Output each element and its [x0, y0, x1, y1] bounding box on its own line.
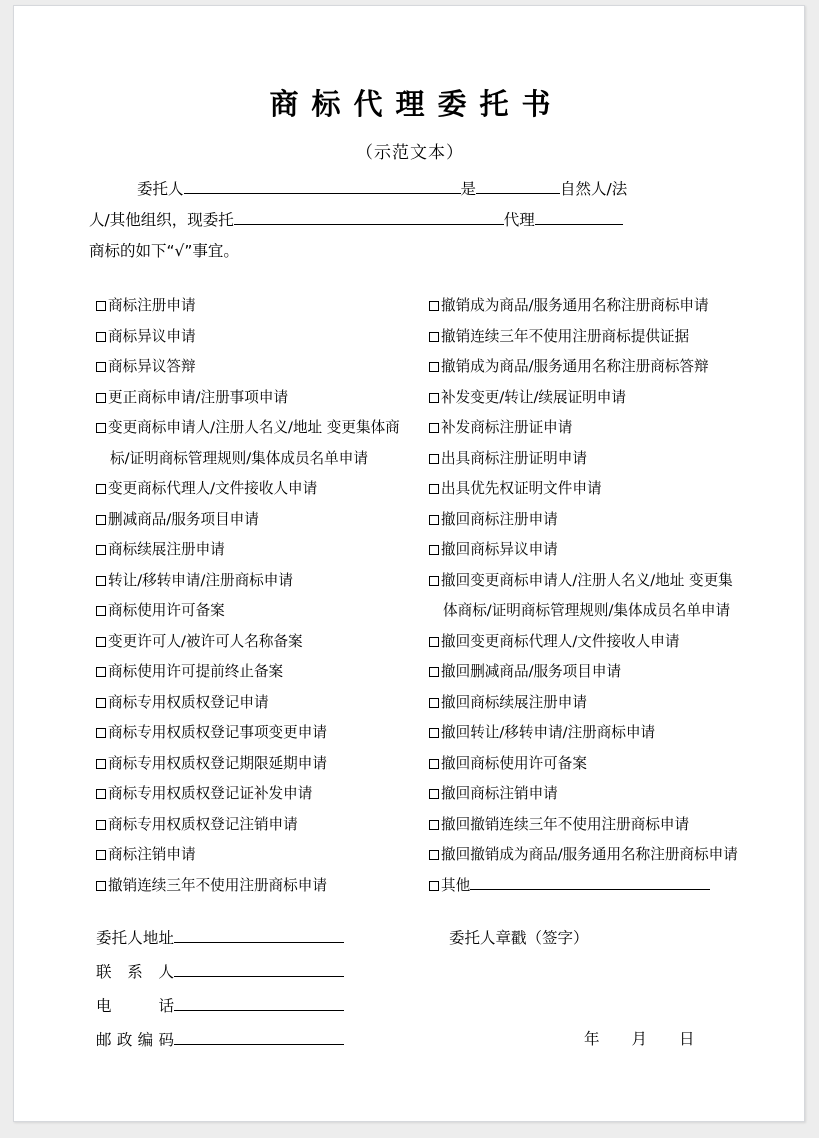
checkbox-item[interactable]: [429, 322, 759, 353]
checkbox-item-label: 变更商标申请人/注册人名义/地址 变更集体商: [108, 419, 400, 436]
checkbox-item-label: 商标使用许可提前终止备案: [108, 663, 284, 680]
checkbox-item[interactable]: [96, 718, 426, 749]
checkbox-item-continuation: [429, 596, 759, 627]
checkbox-item-label: 撤回变更商标代理人/文件接收人申请: [441, 632, 680, 650]
date-month-label: 月: [631, 1030, 650, 1048]
checkbox-item[interactable]: [429, 749, 759, 780]
checkbox-item-label: 商标专用权质权登记事项变更申请: [108, 724, 327, 741]
checkbox-item[interactable]: [96, 352, 426, 383]
checkbox-item[interactable]: [429, 413, 759, 444]
seal-label: 委托人章戳（签字）: [449, 929, 589, 947]
page-title: 商标代理委托书: [269, 87, 564, 121]
checkbox-square-icon[interactable]: [96, 576, 106, 586]
checkbox-item[interactable]: [429, 566, 759, 597]
phone-blank[interactable]: [174, 995, 344, 1011]
checkbox-item-label: 补发变更/转让/续展证明申请: [441, 388, 626, 406]
checkbox-item[interactable]: [429, 352, 759, 383]
checkbox-item-label: 出具商标注册证明申请: [441, 449, 587, 467]
checkbox-item-label: 撤回撤销连续三年不使用注册商标申请: [441, 815, 690, 833]
checkbox-item[interactable]: [96, 535, 426, 566]
checkbox-item-label: 撤回转让/移转申请/注册商标申请: [441, 724, 656, 741]
checkbox-square-icon[interactable]: [429, 545, 439, 555]
checkbox-item-label: 商标续展注册申请: [108, 541, 225, 558]
other-text-blank[interactable]: [470, 875, 710, 890]
checkbox-square-icon[interactable]: [429, 393, 439, 403]
checkbox-item-label: 撤回商标续展注册申请: [441, 693, 587, 711]
agent-name-blank[interactable]: [234, 209, 504, 225]
checkbox-square-icon[interactable]: [429, 698, 439, 708]
principal-name-blank[interactable]: [184, 178, 461, 194]
checkbox-item-label: 商标专用权质权登记证补发申请: [108, 785, 313, 802]
address-blank[interactable]: [174, 927, 344, 943]
checkbox-item-label: 变更商标代理人/文件接收人申请: [108, 480, 318, 497]
checkbox-square-icon[interactable]: [429, 332, 439, 342]
checkbox-square-icon[interactable]: [96, 423, 106, 433]
checkbox-item[interactable]: [429, 810, 759, 841]
document-content: [14, 6, 806, 1123]
checkbox-item[interactable]: [429, 718, 759, 749]
footer-row-contact: [96, 960, 344, 982]
date-line: [584, 1027, 697, 1049]
checkbox-square-icon[interactable]: [429, 820, 439, 830]
checkbox-item-continuation-label: 标/证明商标管理规则/集体成员名单申请: [110, 449, 368, 467]
checkbox-item-label: 商标专用权质权登记申请: [108, 693, 269, 711]
checkbox-item-label: 撤回商标异议申请: [441, 541, 558, 558]
checkbox-item-continuation-label: 体商标/证明商标管理规则/集体成员名单申请: [443, 602, 731, 619]
footer-row-phone: [96, 994, 344, 1016]
checkbox-item-label: 商标注销申请: [108, 846, 196, 863]
intro-line-3: 商标的如下“√”事宜。: [89, 242, 239, 260]
checkbox-item-label: 出具优先权证明文件申请: [441, 480, 602, 497]
checkbox-square-icon[interactable]: [429, 759, 439, 769]
checkbox-item-label: 转让/移转申请/注册商标申请: [108, 571, 293, 589]
checkbox-square-icon[interactable]: [429, 576, 439, 586]
checkbox-square-icon[interactable]: [429, 881, 439, 891]
checkbox-item-label: 商标异议答辩: [108, 358, 196, 375]
checkbox-item-label: 商标使用许可备案: [108, 602, 225, 619]
checkbox-square-icon[interactable]: [96, 332, 106, 342]
postcode-label: 邮政编码: [96, 1031, 174, 1049]
address-label: 委托人地址: [96, 929, 174, 947]
checkbox-item[interactable]: [96, 779, 426, 810]
checkbox-square-icon[interactable]: [96, 484, 106, 494]
checkbox-square-icon[interactable]: [429, 667, 439, 677]
checkbox-square-icon[interactable]: [96, 698, 106, 708]
document-page: [13, 5, 805, 1122]
checkbox-column-right: [429, 291, 759, 901]
checkbox-item[interactable]: [96, 383, 426, 414]
checkbox-square-icon[interactable]: [429, 637, 439, 647]
checkbox-square-icon[interactable]: [96, 362, 106, 372]
checkbox-item-label: 商标注册申请: [108, 297, 196, 314]
date-day-label: 日: [679, 1030, 697, 1048]
trademark-blank[interactable]: [535, 209, 623, 225]
checkbox-square-icon[interactable]: [96, 545, 106, 555]
checkbox-column-left: [96, 291, 426, 901]
principal-country-blank[interactable]: [476, 178, 560, 194]
checkbox-square-icon[interactable]: [429, 850, 439, 860]
date-year-label: 年: [584, 1030, 602, 1048]
checkbox-square-icon[interactable]: [429, 423, 439, 433]
checkbox-item-label: 撤回变更商标申请人/注册人名义/地址 变更集: [441, 571, 733, 589]
checkbox-item-continuation: [96, 444, 426, 475]
checkbox-item[interactable]: [96, 627, 426, 658]
checkbox-square-icon[interactable]: [429, 484, 439, 494]
phone-label: 电话: [96, 997, 174, 1015]
checkbox-item[interactable]: [96, 810, 426, 841]
checkbox-square-icon[interactable]: [429, 454, 439, 464]
checkbox-item[interactable]: [96, 413, 426, 444]
checkbox-square-icon[interactable]: [96, 301, 106, 311]
principal-label: 委托人: [137, 180, 184, 198]
checkbox-item[interactable]: [429, 657, 759, 688]
checkbox-item[interactable]: [429, 291, 759, 322]
checkbox-item[interactable]: [429, 627, 759, 658]
checkbox-item[interactable]: [96, 657, 426, 688]
checkbox-item[interactable]: [429, 535, 759, 566]
checkbox-item[interactable]: [96, 505, 426, 536]
checkbox-item[interactable]: [96, 322, 426, 353]
checkbox-item-label: 商标专用权质权登记注销申请: [108, 815, 298, 833]
checkbox-item-label: 撤销成为商品/服务通用名称注册商标答辩: [441, 358, 709, 375]
checkbox-item-label: 商标异议申请: [108, 327, 196, 345]
checkbox-square-icon[interactable]: [96, 515, 106, 525]
footer-row-address: [96, 926, 344, 948]
checkbox-item-label: 补发商标注册证申请: [441, 419, 573, 436]
checkbox-item-label: 商标专用权质权登记期限延期申请: [108, 754, 327, 772]
checkbox-item[interactable]: [429, 505, 759, 536]
checkbox-item[interactable]: [429, 444, 759, 475]
checkbox-square-icon[interactable]: [96, 606, 106, 616]
contact-blank[interactable]: [174, 961, 344, 977]
checkbox-item[interactable]: [96, 749, 426, 780]
checkbox-item[interactable]: [429, 383, 759, 414]
checkbox-square-icon[interactable]: [429, 789, 439, 799]
checkbox-square-icon[interactable]: [96, 759, 106, 769]
checkbox-item[interactable]: [429, 474, 759, 505]
contact-label: 联系人: [96, 963, 174, 981]
intro-paragraph: [89, 174, 734, 267]
intro-line-1: [89, 174, 734, 205]
checkbox-square-icon[interactable]: [429, 362, 439, 372]
checkbox-square-icon[interactable]: [96, 881, 106, 891]
checkbox-item[interactable]: [96, 596, 426, 627]
checkbox-square-icon[interactable]: [96, 637, 106, 647]
checkbox-square-icon[interactable]: [96, 728, 106, 738]
checkbox-item-label: 撤销连续三年不使用注册商标申请: [108, 876, 327, 894]
entity-type-cont-label: 人/其他组织，现委托: [89, 211, 234, 229]
checkbox-item[interactable]: [96, 871, 426, 902]
checkbox-item-label: 撤回删减商品/服务项目申请: [441, 663, 622, 680]
intro-line-2: [89, 205, 734, 236]
is-label: 是: [460, 180, 477, 198]
postcode-blank[interactable]: [174, 1029, 344, 1045]
checkbox-item-label: 撤回商标注册申请: [441, 510, 558, 528]
checkbox-item-label: 删减商品/服务项目申请: [108, 510, 259, 528]
page-subtitle: （示范文本）: [356, 143, 464, 163]
checkbox-item[interactable]: [96, 840, 426, 871]
checkbox-item[interactable]: [96, 291, 426, 322]
checkbox-item[interactable]: [429, 871, 759, 902]
checkbox-square-icon[interactable]: [96, 789, 106, 799]
checkbox-square-icon[interactable]: [96, 393, 106, 403]
checkbox-item-label: 更正商标申请/注册事项申请: [108, 388, 289, 406]
checkbox-square-icon[interactable]: [429, 728, 439, 738]
checkbox-item-label: 撤销连续三年不使用注册商标提供证据: [441, 327, 690, 345]
checkbox-item-label: 变更许可人/被许可人名称备案: [108, 632, 303, 650]
checkbox-item-label: 撤回撤销成为商品/服务通用名称注册商标申请: [441, 846, 738, 863]
footer-row-postcode: [96, 1028, 344, 1050]
checkbox-square-icon[interactable]: [429, 301, 439, 311]
checkbox-square-icon[interactable]: [96, 820, 106, 830]
checkbox-item-label: 其他: [441, 876, 471, 894]
checkbox-item-label: 撤销成为商品/服务通用名称注册商标申请: [441, 297, 709, 314]
agent-label: 代理: [503, 211, 535, 229]
checkbox-item-label: 撤回商标使用许可备案: [441, 754, 587, 772]
checkbox-item[interactable]: [96, 688, 426, 719]
entity-type-label: 自然人/法: [560, 180, 628, 198]
checkbox-item[interactable]: [429, 779, 759, 810]
checkbox-square-icon[interactable]: [96, 667, 106, 677]
checkbox-item[interactable]: [96, 566, 426, 597]
checkbox-item[interactable]: [96, 474, 426, 505]
checkbox-item-label: 撤回商标注销申请: [441, 785, 558, 802]
checkbox-square-icon[interactable]: [96, 850, 106, 860]
checkbox-square-icon[interactable]: [429, 515, 439, 525]
checkbox-item[interactable]: [429, 840, 759, 871]
checkbox-item[interactable]: [429, 688, 759, 719]
